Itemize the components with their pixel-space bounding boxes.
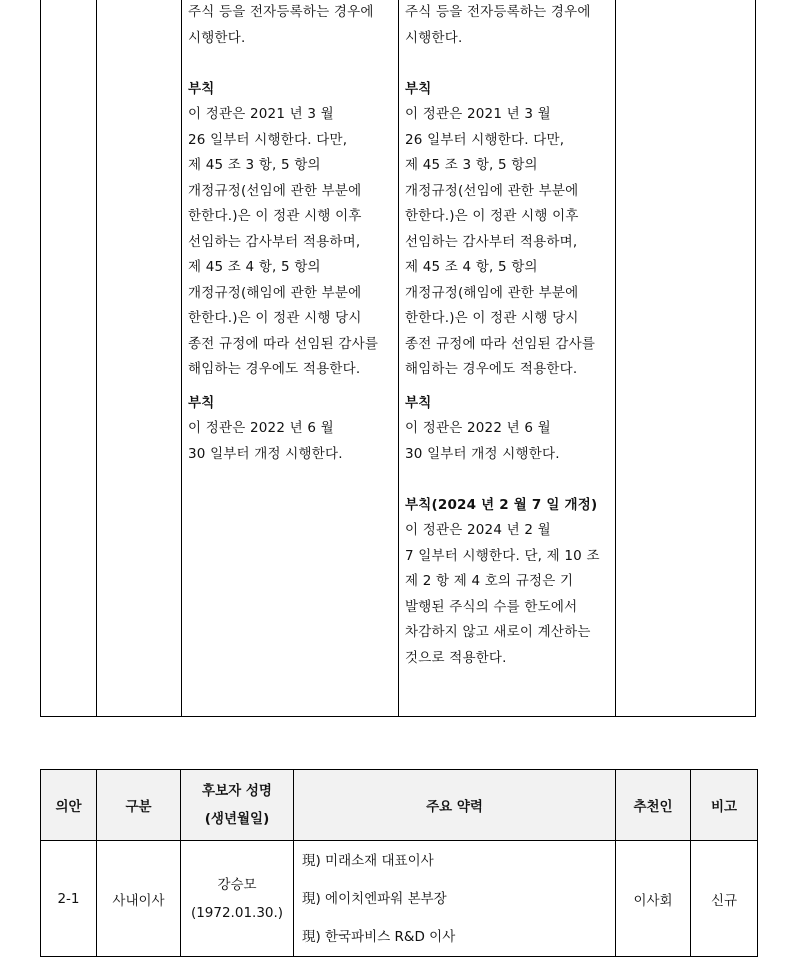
agenda-header: 의안 (41, 770, 97, 841)
candidate-name-header-line1: 후보자 성명 (202, 783, 272, 799)
addendum-line: 개정규정(해임에 관한 부분에 (188, 284, 362, 301)
addendum-line: 이 정관은 2022 년 6 월 (188, 420, 334, 436)
addendum-line: 30 일부터 개정 시행한다. (188, 445, 343, 462)
addendum-line: 제 45 조 4 항, 5 항의 (405, 259, 538, 275)
after-amendment-column (405, 0, 617, 671)
addendum-line: 개정규정(선임에 관한 부분에 (188, 182, 362, 199)
addendum-line: 한한다.)은 이 정관 시행 이후 (188, 208, 362, 224)
category-header: 구분 (97, 770, 181, 841)
column-divider (398, 0, 399, 716)
addendum-line: 한한다.)은 이 정관 시행 당시 (405, 310, 579, 326)
table-row (41, 841, 758, 957)
recommender-header: 추천인 (616, 770, 691, 841)
addendum-line: 한한다.)은 이 정관 시행 당시 (188, 310, 362, 326)
addendum-line: 제 45 조 3 항, 5 항의 (405, 157, 538, 173)
career-header: 주요 약력 (294, 770, 616, 841)
intro-line: 시행한다. (188, 29, 246, 46)
addendum-line: 개정규정(해임에 관한 부분에 (405, 284, 579, 301)
addendum-line: 선임하는 감사부터 적용하며, (188, 233, 361, 250)
addendum-line: 해임하는 경우에도 적용한다. (405, 361, 578, 377)
note-cell: 신규 (691, 841, 758, 957)
candidate-name-header (181, 770, 294, 841)
intro-line: 주식 등을 전자등록하는 경우에 (405, 4, 591, 20)
addendum-line: 것으로 적용한다. (405, 649, 507, 666)
addendum-line: 종전 규정에 따라 선임된 감사를 (188, 335, 379, 352)
addendum-line: 종전 규정에 따라 선임된 감사를 (405, 335, 596, 352)
addendum-heading: 부칙(2024 년 2 월 7 일 개정) (405, 496, 598, 513)
intro-line: 시행한다. (405, 29, 463, 46)
note-header: 비고 (691, 770, 758, 841)
addendum-line: 이 정관은 2021 년 3 월 (405, 106, 551, 122)
addendum-line: 제 45 조 3 항, 5 항의 (188, 157, 321, 173)
addendum-line: 이 정관은 2022 년 6 월 (405, 420, 551, 436)
candidate-name-cell (181, 841, 294, 957)
addendum-line: 차감하지 않고 새로이 계산하는 (405, 624, 591, 640)
addendum-heading: 부칙 (405, 394, 432, 411)
addendum-line: 제 2 항 제 4 호의 규정은 기 (405, 573, 574, 589)
addendum-line: 발행된 주식의 수를 한도에서 (405, 598, 578, 615)
addendum-heading: 부칙 (405, 80, 432, 97)
addendum-heading: 부칙 (188, 80, 215, 97)
career-item: 現) 한국파비스 R&D 이사 (302, 928, 456, 945)
addendum-line: 한한다.)은 이 정관 시행 이후 (405, 208, 579, 224)
candidate-birthdate: (1972.01.30.) (190, 904, 284, 921)
addendum-heading: 부칙 (188, 394, 215, 411)
column-divider (96, 0, 97, 716)
amendment-comparison-table (40, 0, 756, 717)
recommender-cell: 이사회 (616, 841, 691, 957)
career-item: 現) 에이치엔파워 본부장 (302, 890, 447, 907)
column-divider (181, 0, 182, 716)
career-cell (294, 841, 616, 957)
agenda-cell: 2-1 (41, 841, 97, 957)
addendum-line: 이 정관은 2024 년 2 월 (405, 522, 551, 538)
addendum-line: 선임하는 감사부터 적용하며, (405, 233, 578, 250)
addendum-line: 7 일부터 시행한다. 단, 제 10 조 (405, 547, 600, 564)
category-cell: 사내이사 (97, 841, 181, 957)
intro-line: 주식 등을 전자등록하는 경우에 (188, 4, 374, 20)
candidate-name: 강승모 (217, 876, 257, 893)
before-amendment-column (188, 0, 398, 467)
director-candidate-table (40, 769, 758, 957)
candidate-name-header-line2: (생년월일) (204, 811, 270, 827)
addendum-line: 30 일부터 개정 시행한다. (405, 445, 560, 462)
addendum-line: 해임하는 경우에도 적용한다. (188, 361, 361, 377)
addendum-line: 이 정관은 2021 년 3 월 (188, 106, 334, 122)
table-header-row (41, 770, 758, 841)
addendum-line: 26 일부터 시행한다. 다만, (405, 131, 565, 148)
addendum-line: 개정규정(선임에 관한 부분에 (405, 182, 579, 199)
career-item: 現) 미래소재 대표이사 (302, 852, 434, 869)
addendum-line: 제 45 조 4 항, 5 항의 (188, 259, 321, 275)
addendum-line: 26 일부터 시행한다. 다만, (188, 131, 348, 148)
